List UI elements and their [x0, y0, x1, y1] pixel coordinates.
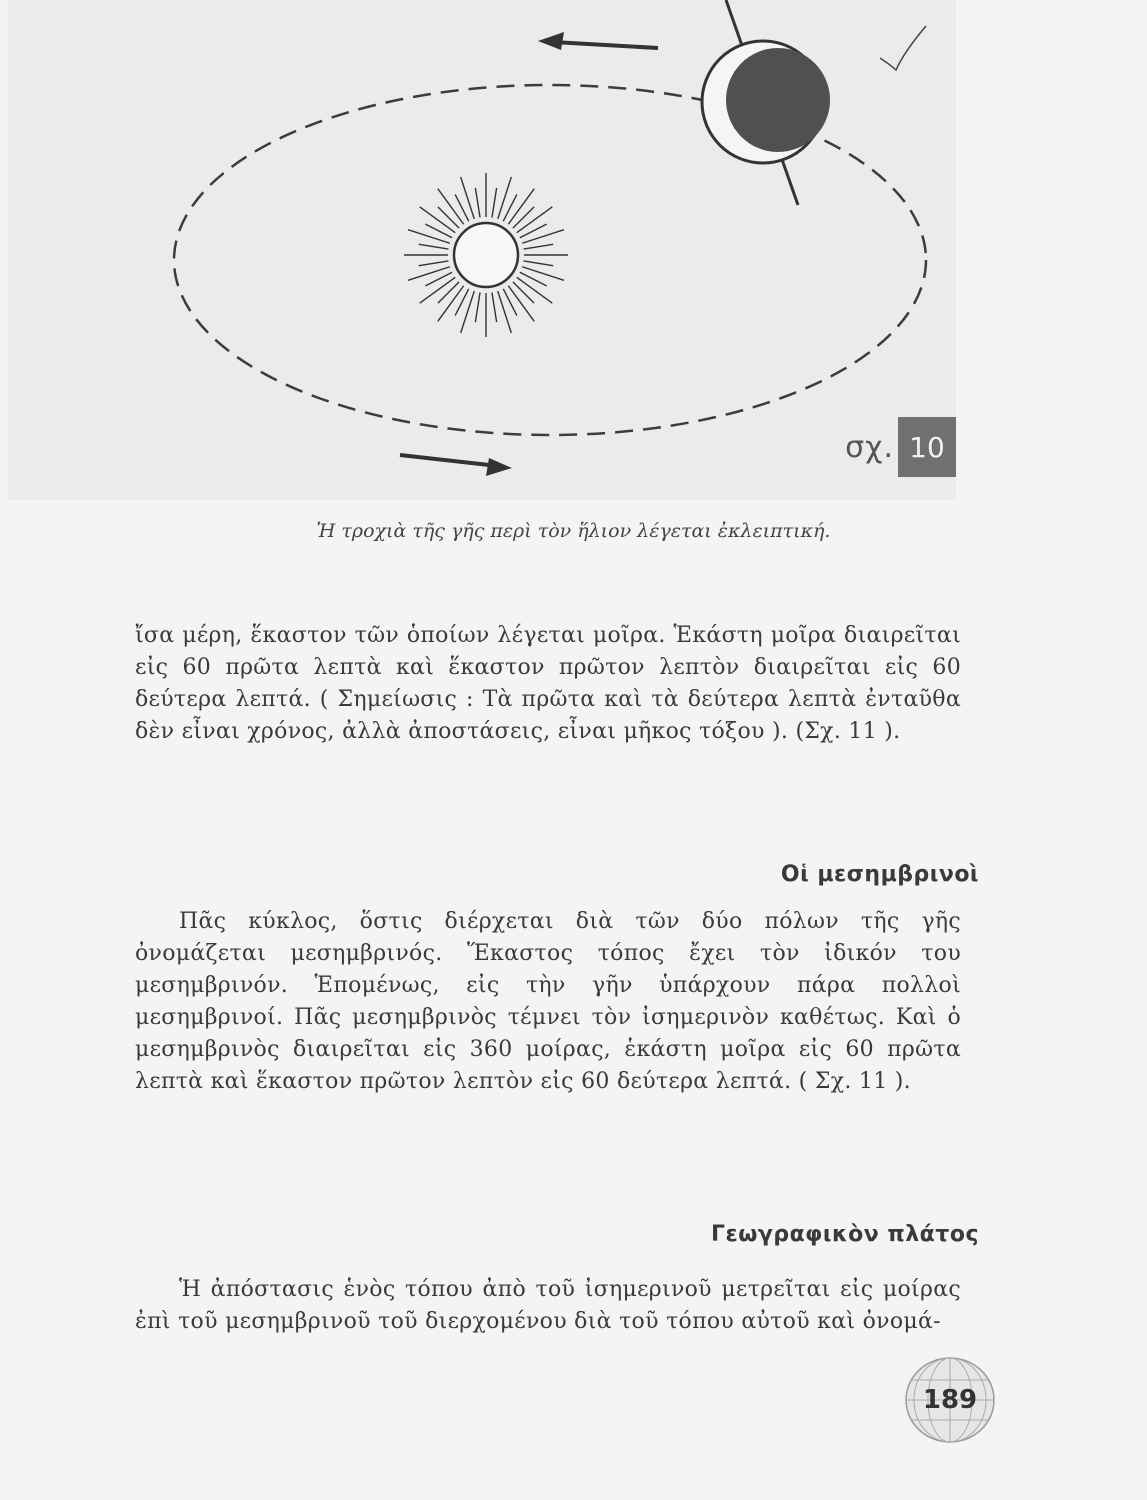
sun-ray — [524, 244, 554, 249]
sun-ray — [419, 261, 449, 266]
sun-ray — [520, 272, 547, 286]
figure-label-prefix: σχ. — [845, 429, 894, 465]
sun-ray — [475, 188, 480, 218]
heading-latitude: Γεωγραφικὸν πλάτος — [710, 1222, 979, 1247]
orbit-figure — [8, 0, 956, 500]
sun-ray — [438, 207, 459, 228]
sun-ray — [513, 282, 534, 303]
sun-ray — [461, 291, 475, 333]
figure-label — [845, 414, 956, 480]
sun-ray — [425, 224, 452, 238]
sun-ray — [498, 291, 512, 333]
sun-ray — [461, 177, 475, 219]
heading-meridians: Οἱ μεσημβρινοὶ — [780, 862, 979, 887]
sun-ray — [425, 272, 452, 286]
sun-ray — [498, 177, 512, 219]
sun-ray — [520, 224, 547, 238]
sun-ray — [419, 244, 449, 249]
paragraph-degrees: ἴσα μέρη, ἕκαστον τῶν ὁποίων λέγεται μοῖρα. Ἑκάστη μοῖρα διαιρεῖται εἰς 60 πρῶτα λεπτὰ καὶ ἕκαστον πρῶτον λεπτὸν διαιρεῖται εἰς 60 δεύτερα λεπτά. ( Σημείωσις : Τὰ πρῶτα καὶ τὰ δεύτερα λεπτὰ ἐνταῦθα δὲν εἶναι χρόνος, ἀλλὰ ἀποστάσεις, εἶναι μῆκος τόξου ). (Σχ. 11 ). — [135, 623, 961, 744]
orbit-arrow-bottom — [400, 455, 512, 476]
sun-ray — [503, 194, 517, 221]
sun-ray — [455, 289, 469, 316]
sun-ray — [522, 267, 564, 281]
sun-ray — [492, 293, 497, 323]
sun-ray — [492, 188, 497, 218]
sun-ray — [524, 261, 554, 266]
sun-ray — [475, 293, 480, 323]
check-mark — [880, 26, 926, 70]
figure-caption: Ἡ τροχιὰ τῆς γῆς περὶ τὸν ἥλιον λέγεται ἐκλειπτική. — [316, 520, 831, 542]
page-number: 189 — [922, 1385, 978, 1415]
orbit-arrow-top — [538, 32, 658, 50]
sun-ray — [522, 230, 564, 244]
sun-ray — [408, 230, 450, 244]
page-number-badge — [900, 1355, 1000, 1445]
paragraph-latitude: Ἡ ἀπόστασις ἑνὸς τόπου ἀπὸ τοῦ ἰσημερινοῦ μετρεῖται εἰς μοίρας ἐπὶ τοῦ μεσημβρινοῦ τοῦ διερχομένου διὰ τοῦ τόπου αὐτοῦ καὶ ὀνομά- — [135, 1277, 961, 1334]
sun-ray — [438, 282, 459, 303]
sun-ray — [455, 194, 469, 221]
sun-ray — [513, 207, 534, 228]
paragraph-meridians: Πᾶς κύκλος, ὅστις διέρχεται διὰ τῶν δύο πόλων τῆς γῆς ὀνομάζεται μεσημβρινός. Ἕκαστος τόπος ἔχει τὸν ἰδικόν του μεσημβρινόν. Ἑπομένως, εἰς τὴν γῆν ὑπάρχουν πάρα πολλοὶ μεσημβρινοί. Πᾶς μεσημβρινὸς τέμνει τὸν ἰσημερινὸν καθέτως. Καὶ ὁ μεσημβρινὸς διαιρεῖται εἰς 360 μοίρας, ἑκάστη μοῖρα εἰς 60 πρῶτα λεπτὰ καὶ ἕκαστον πρῶτον λεπτὸν εἰς 60 δεύτερα λεπτά. ( Σχ. 11 ). — [135, 909, 961, 1094]
sun-ray — [503, 289, 517, 316]
figure-number: 10 — [898, 417, 956, 477]
earth-orbit-diagram — [8, 0, 956, 500]
sun — [454, 223, 518, 287]
sun-ray — [408, 267, 450, 281]
earth-dark-side — [726, 48, 830, 152]
